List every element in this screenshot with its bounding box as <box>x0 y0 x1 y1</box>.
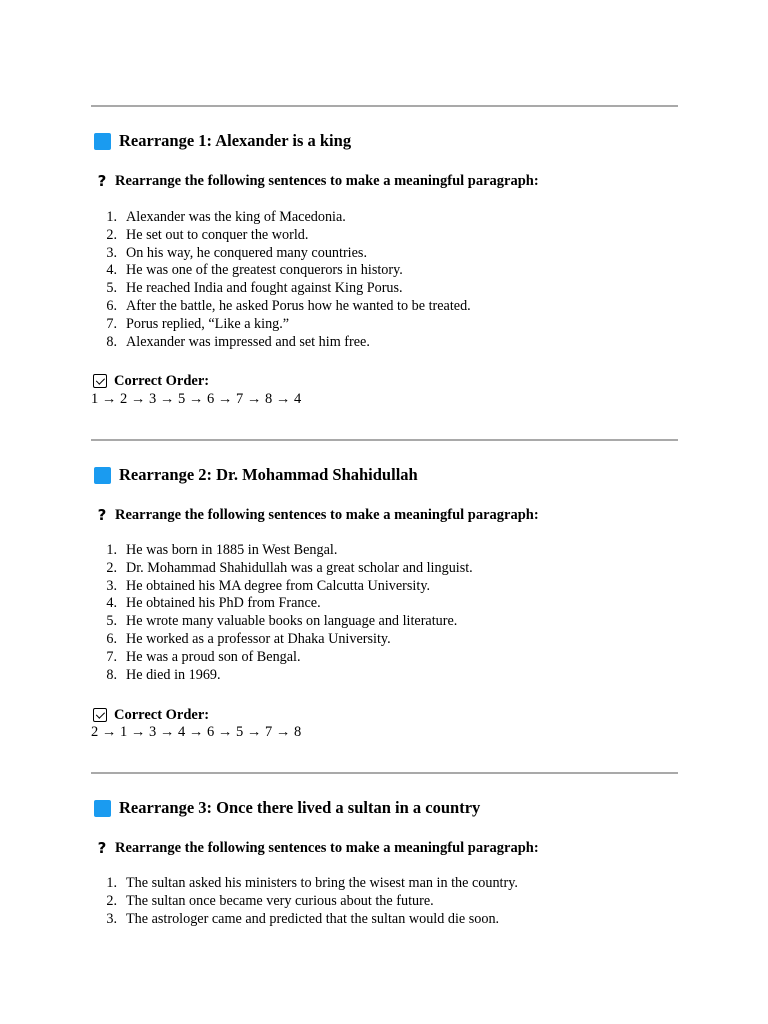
answer-order: 1 → 2 → 3 → 5 → 6 → 7 → 8 → 4 <box>91 391 302 407</box>
answer-heading <box>91 372 209 390</box>
section-title: Rearrange 3: Once there lived a sultan in a country <box>119 798 481 817</box>
question-mark-icon: ? <box>97 172 107 190</box>
item-number: 5. <box>106 280 117 297</box>
list-item <box>91 875 518 893</box>
instruction <box>91 171 539 191</box>
instruction-text: Rearrange the following sentences to make a meaningful paragraph: <box>115 172 539 189</box>
item-text: He obtained his MA degree from Calcutta University. <box>126 577 431 594</box>
instruction <box>91 838 539 858</box>
list-item <box>91 595 473 613</box>
list-item <box>91 334 471 352</box>
list-item <box>91 560 473 578</box>
list-item <box>91 649 473 667</box>
list-item <box>91 631 473 649</box>
answer-heading <box>91 706 209 724</box>
item-number: 2. <box>106 559 117 576</box>
answer-label: Correct Order: <box>114 372 210 389</box>
section-title: Rearrange 1: Alexander is a king <box>119 131 352 150</box>
item-number: 2. <box>106 226 117 243</box>
item-text: Alexander was impressed and set him free. <box>126 333 370 350</box>
sentence-list <box>91 542 473 684</box>
item-number: 5. <box>106 613 117 630</box>
list-item <box>91 227 471 245</box>
item-text: Porus replied, “Like a king.” <box>126 315 290 332</box>
sentence-list <box>91 875 518 928</box>
item-text: Dr. Mohammad Shahidullah was a great scholar and linguist. <box>126 559 473 576</box>
section-1 <box>91 130 691 407</box>
section-heading <box>91 130 691 152</box>
divider <box>91 439 678 441</box>
blue-square-icon <box>94 133 111 150</box>
item-number: 4. <box>106 595 117 612</box>
item-number: 3. <box>106 244 117 261</box>
section-3 <box>91 797 691 927</box>
item-text: The sultan once became very curious about the future. <box>126 892 434 909</box>
list-item <box>91 316 471 334</box>
instruction-text: Rearrange the following sentences to make a meaningful paragraph: <box>115 506 539 523</box>
item-text: He was born in 1885 in West Bengal. <box>126 542 338 558</box>
item-text: He obtained his PhD from France. <box>126 595 321 612</box>
list-item <box>91 209 471 227</box>
section-2 <box>91 464 691 740</box>
list-item <box>91 280 471 298</box>
divider <box>91 105 678 107</box>
blue-square-icon <box>94 800 111 817</box>
list-item <box>91 298 471 316</box>
item-number: 1. <box>106 209 117 225</box>
item-text: On his way, he conquered many countries. <box>126 244 367 261</box>
item-text: He worked as a professor at Dhaka University. <box>126 630 391 647</box>
section-title: Rearrange 2: Dr. Mohammad Shahidullah <box>119 465 418 484</box>
list-item <box>91 911 518 929</box>
item-text: He reached India and fought against King Porus. <box>126 280 403 297</box>
instruction <box>91 505 539 525</box>
list-item <box>91 893 518 911</box>
divider <box>91 772 678 774</box>
item-text: The astrologer came and predicted that the sultan would die soon. <box>126 910 500 927</box>
item-number: 7. <box>106 648 117 665</box>
item-number: 1. <box>106 875 117 891</box>
sentence-list <box>91 209 471 351</box>
item-number: 7. <box>106 315 117 332</box>
section-heading <box>91 797 691 819</box>
answer-order: 2 → 1 → 3 → 4 → 6 → 5 → 7 → 8 <box>91 724 302 740</box>
item-number: 6. <box>106 297 117 314</box>
question-mark-icon: ? <box>97 506 107 524</box>
list-item <box>91 542 473 560</box>
item-text: He was one of the greatest conquerors in history. <box>126 262 403 279</box>
list-item <box>91 578 473 596</box>
item-text: The sultan asked his ministers to bring the wisest man in the country. <box>126 875 518 891</box>
item-number: 3. <box>106 910 117 927</box>
item-text: After the battle, he asked Porus how he wanted to be treated. <box>126 297 471 314</box>
list-item <box>91 667 473 685</box>
item-number: 8. <box>106 666 117 683</box>
item-text: He died in 1969. <box>126 666 221 683</box>
item-text: He set out to conquer the world. <box>126 226 309 243</box>
item-number: 6. <box>106 630 117 647</box>
blue-square-icon <box>94 467 111 484</box>
section-heading <box>91 464 691 486</box>
item-number: 3. <box>106 577 117 594</box>
list-item <box>91 262 471 280</box>
list-item <box>91 245 471 263</box>
item-text: He wrote many valuable books on language and literature. <box>126 613 458 630</box>
item-number: 4. <box>106 262 117 279</box>
item-number: 8. <box>106 333 117 350</box>
list-item <box>91 613 473 631</box>
item-text: Alexander was the king of Macedonia. <box>126 209 346 225</box>
item-text: He was a proud son of Bengal. <box>126 648 301 665</box>
answer-label: Correct Order: <box>114 706 210 723</box>
item-number: 1. <box>106 542 117 558</box>
checkbox-check-icon <box>93 374 107 388</box>
checkbox-check-icon <box>93 708 107 722</box>
question-mark-icon: ? <box>97 839 107 857</box>
item-number: 2. <box>106 892 117 909</box>
instruction-text: Rearrange the following sentences to make a meaningful paragraph: <box>115 839 539 856</box>
